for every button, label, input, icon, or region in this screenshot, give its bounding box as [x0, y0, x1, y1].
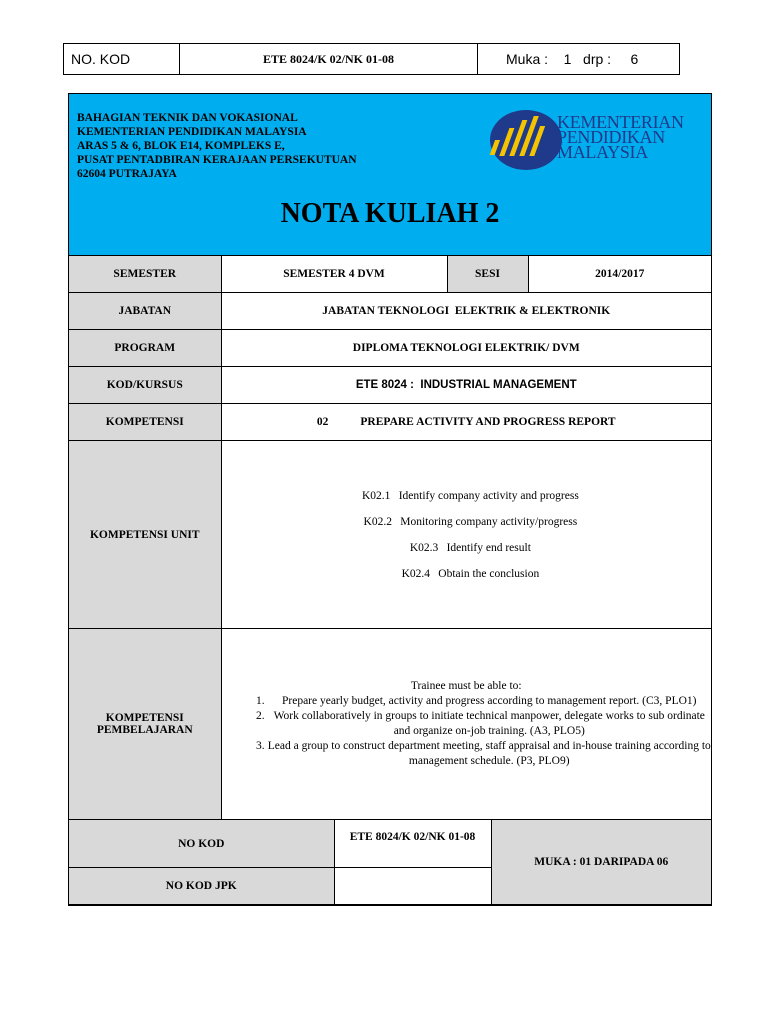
unit-code: K02.3	[409, 541, 439, 554]
logo-line: KEMENTERIAN	[557, 112, 684, 132]
unit-text: Identify end result	[446, 541, 531, 554]
address-line: BAHAGIAN TEKNIK DAN VOKASIONAL	[77, 112, 298, 124]
list-item: 2. Work collaboratively in groups to initiate technical manpower, delegate works to sub ordinate and organize on-job training. (A3, PLO5)	[268, 709, 712, 739]
lecture-note-form	[68, 93, 712, 906]
kod-kursus-value: ETE 8024 : INDUSTRIAL MANAGEMENT	[221, 367, 711, 404]
page-number: 1	[563, 51, 572, 67]
footer-no-kod-jpk-value	[334, 868, 491, 905]
list-item	[222, 490, 712, 502]
kompetensi-label: KOMPETENSI	[69, 404, 221, 441]
footer-no-kod-label: NO KOD	[69, 820, 334, 868]
kompetensi-value-cell	[221, 404, 711, 441]
semester-value: SEMESTER 4 DVM	[221, 256, 447, 293]
muka-label: Muka :	[506, 51, 549, 67]
page-total: 6	[630, 51, 639, 67]
document-title: NOTA KULIAH 2	[280, 198, 500, 229]
ministry-logo-text	[557, 112, 684, 162]
unit-code: K02.4	[401, 567, 430, 580]
kompetensi-value: PREPARE ACTIVITY AND PROGRESS REPORT	[360, 416, 616, 428]
footer-no-kod-jpk-label: NO KOD JPK	[69, 868, 334, 905]
unit-text: Obtain the conclusion	[438, 567, 540, 580]
footer-muka: MUKA : 01 DARIPADA 06	[491, 820, 711, 905]
learning-outcome-list	[222, 694, 712, 769]
semester-row	[69, 256, 711, 293]
footer-table	[69, 820, 711, 905]
kompetensi-unit-list	[221, 441, 711, 629]
footer-row	[69, 820, 711, 868]
list-item: 3. Lead a group to construct department meeting, staff appraisal and in-house training according to management schedule. (P3, PLO9)	[268, 739, 712, 769]
list-item	[222, 542, 712, 554]
kompetensi-pembelajaran-label	[69, 629, 221, 820]
semester-label: SEMESTER	[69, 256, 221, 293]
program-label: PROGRAM	[69, 330, 221, 367]
label-line: KOMPETENSI	[105, 712, 184, 724]
address-line: ARAS 5 & 6, BLOK E14, KOMPLEKS E,	[77, 140, 285, 152]
agency-address	[77, 111, 357, 181]
no-kod-label: NO. KOD	[64, 44, 180, 74]
kompetensi-number: 02	[316, 416, 329, 428]
course-info-table	[69, 256, 711, 820]
program-row	[69, 330, 711, 367]
jabatan-row	[69, 293, 711, 330]
unit-text: Identify company activity and progress	[398, 489, 579, 502]
address-line: KEMENTERIAN PENDIDIKAN MALAYSIA	[77, 126, 307, 138]
address-line: PUSAT PENTADBIRAN KERAJAAN PERSEKUTUAN	[77, 154, 357, 166]
jabatan-label: JABATAN	[69, 293, 221, 330]
kompetensi-unit-row	[69, 441, 711, 629]
learning-outcomes	[221, 629, 711, 820]
learning-intro: Trainee must be able to:	[410, 680, 522, 692]
logo-line: PENDIDIKAN	[557, 127, 665, 147]
list-item	[222, 568, 712, 580]
program-value: DIPLOMA TEKNOLOGI ELEKTRIK/ DVM	[221, 330, 711, 367]
jabatan-value: JABATAN TEKNOLOGI ELEKTRIK & ELEKTRONIK	[221, 293, 711, 330]
page-indicator	[478, 44, 679, 74]
footer-no-kod-value: ETE 8024/K 02/NK 01-08	[334, 820, 491, 868]
kod-kursus-row	[69, 367, 711, 404]
kompetensi-pembelajaran-row	[69, 629, 711, 820]
list-item	[222, 516, 712, 528]
kompetensi-unit-label: KOMPETENSI UNIT	[69, 441, 221, 629]
unit-code: K02.1	[361, 489, 391, 502]
list-item: 1. Prepare yearly budget, activity and progress according to management report. (C3, PLO1)	[268, 694, 712, 709]
kod-kursus-label: KOD/KURSUS	[69, 367, 221, 404]
sesi-value: 2014/2017	[528, 256, 711, 293]
unit-text: Monitoring company activity/progress	[400, 515, 578, 528]
document-code: ETE 8024/K 02/NK 01-08	[180, 44, 478, 74]
label-line: PEMBELAJARAN	[96, 724, 193, 736]
document-header	[63, 43, 680, 75]
logo-line: MALAYSIA	[557, 142, 648, 162]
form-banner	[69, 94, 711, 256]
unit-code: K02.2	[363, 515, 392, 528]
sesi-label: SESI	[447, 256, 528, 293]
kompetensi-row	[69, 404, 711, 441]
address-line: 62604 PUTRAJAYA	[77, 168, 177, 180]
drp-label: drp :	[583, 51, 612, 67]
